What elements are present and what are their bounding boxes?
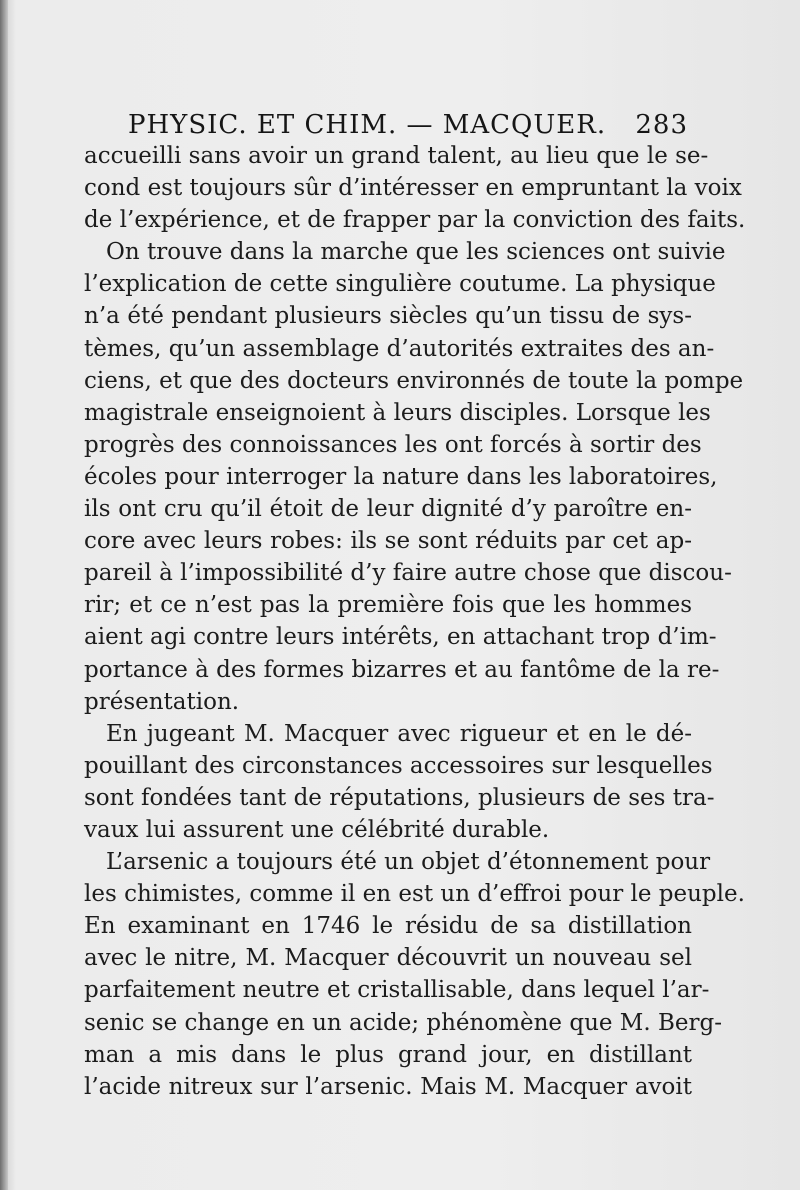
text-line: senic se change en un acide; phénomène que M. Berg- — [84, 1009, 722, 1036]
text-line: rir; et ce n’est pas la première fois que les hommes — [84, 592, 692, 619]
text-line: aient agi contre leurs intérêts, en attachant trop d’im- — [84, 624, 717, 651]
text-line: ils ont cru qu’il étoit de leur dignité d’y paroître en- — [84, 496, 692, 523]
text-line: l’explication de cette singulière coutume. La physique — [84, 271, 716, 298]
text-line: progrès des connoissances les ont forcés à sortir des — [84, 431, 702, 458]
text-line: pouillant des circonstances accessoires sur lesquelles — [84, 752, 713, 779]
running-title: PHYSIC. ET CHIM. — MACQUER. — [128, 110, 607, 140]
text-line: avec le nitre, M. Macquer découvrit un nouveau sel — [84, 945, 692, 972]
text-line: l’acide nitreux sur l’arsenic. Mais M. Macquer avoit — [84, 1073, 692, 1100]
text-line: On trouve dans la marche que les sciences ont suivie — [106, 239, 726, 266]
page-number: 283 — [635, 110, 688, 140]
text-line: de l’expérience, et de frapper par la conviction des faits. — [84, 207, 746, 234]
text-line: core avec leurs robes: ils se sont réduits par cet ap- — [84, 528, 692, 555]
text-line: sont fondées tant de réputations, plusieurs de ses tra- — [84, 784, 715, 811]
text-line: En jugeant M. Macquer avec rigueur et en le dé- — [106, 720, 692, 747]
text-line: les chimistes, comme il en est un d’effroi pour le peuple. — [84, 881, 745, 908]
body-text — [84, 140, 746, 1103]
text-line: magistrale enseignoient à leurs disciples. Lorsque les — [84, 399, 711, 426]
page-gutter-shadow — [0, 0, 8, 1190]
text-line: vaux lui assurent une célébrité durable. — [84, 816, 550, 843]
text-line: portance à des formes bizarres et au fantôme de la re- — [84, 656, 720, 683]
text-line: écoles pour interroger la nature dans les laboratoires, — [84, 463, 718, 490]
text-line: ciens, et que des docteurs environnés de toute la pompe — [84, 367, 744, 394]
text-line: accueilli sans avoir un grand talent, au lieu que le se- — [84, 143, 709, 169]
text-line: parfaitement neutre et cristallisable, dans lequel l’ar- — [84, 977, 710, 1004]
text-line: pareil à l’impossibilité d’y faire autre chose que discou- — [84, 560, 732, 587]
text-line: présentation. — [84, 688, 240, 715]
text-line: En examinant en 1746 le résidu de sa distillation — [84, 913, 692, 940]
text-line: n’a été pendant plusieurs siècles qu’un tissu de sys- — [84, 303, 692, 330]
text-line: man a mis dans le plus grand jour, en distillant — [84, 1041, 692, 1068]
text-line: L’arsenic a toujours été un objet d’étonnement pour — [106, 849, 711, 876]
text-line: tèmes, qu’un assemblage d’autorités extraites des an- — [84, 335, 715, 362]
text-line: cond est toujours sûr d’intéresser en empruntant la voix — [84, 175, 742, 202]
